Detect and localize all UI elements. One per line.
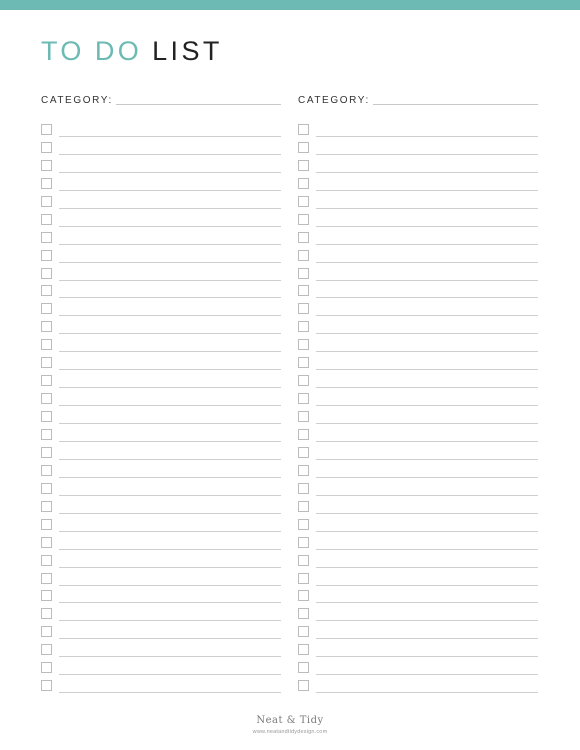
todo-checkbox[interactable]: [41, 465, 52, 476]
todo-item: [298, 375, 538, 389]
todo-checkbox[interactable]: [41, 680, 52, 691]
todo-item: [298, 196, 538, 210]
todo-item: [41, 303, 281, 317]
todo-checkbox[interactable]: [41, 626, 52, 637]
todo-item: [298, 465, 538, 479]
todo-write-line[interactable]: [316, 244, 538, 245]
category-field: [298, 92, 538, 106]
todo-checkbox[interactable]: [41, 393, 52, 404]
todo-checkbox[interactable]: [41, 662, 52, 673]
todo-item: [41, 447, 281, 461]
todo-item: [41, 537, 281, 551]
todo-write-line[interactable]: [59, 172, 281, 173]
todo-write-line[interactable]: [316, 333, 538, 334]
todo-write-line[interactable]: [316, 441, 538, 442]
todo-item: [298, 483, 538, 497]
todo-checkbox[interactable]: [298, 339, 309, 350]
todo-write-line[interactable]: [59, 405, 281, 406]
todo-item: [41, 357, 281, 371]
todo-write-line[interactable]: [316, 531, 538, 532]
todo-checkbox[interactable]: [298, 160, 309, 171]
todo-item: [298, 501, 538, 515]
todo-item: [298, 214, 538, 228]
todo-checkbox[interactable]: [41, 429, 52, 440]
todo-checkbox[interactable]: [41, 232, 52, 243]
todo-item: [41, 178, 281, 192]
todo-item: [41, 590, 281, 604]
todo-write-line[interactable]: [316, 262, 538, 263]
todo-item: [298, 285, 538, 299]
todo-item: [298, 232, 538, 246]
todo-checkbox[interactable]: [298, 393, 309, 404]
todo-checkbox[interactable]: [298, 232, 309, 243]
todo-checkbox[interactable]: [41, 196, 52, 207]
todo-checkbox[interactable]: [41, 303, 52, 314]
todo-item: [41, 519, 281, 533]
todo-item: [298, 590, 538, 604]
todo-write-line[interactable]: [316, 495, 538, 496]
todo-write-line[interactable]: [59, 549, 281, 550]
todo-checkbox[interactable]: [41, 375, 52, 386]
todo-item: [298, 411, 538, 425]
todo-write-line[interactable]: [316, 190, 538, 191]
category-field: [41, 92, 281, 106]
todo-write-line[interactable]: [59, 208, 281, 209]
todo-checkbox[interactable]: [298, 465, 309, 476]
brand-url: www.neatandtidydesign.com: [252, 729, 328, 735]
todo-item: [298, 662, 538, 676]
todo-write-line[interactable]: [59, 297, 281, 298]
todo-checkbox[interactable]: [298, 303, 309, 314]
todo-write-line[interactable]: [316, 638, 538, 639]
todo-write-line[interactable]: [59, 369, 281, 370]
todo-item: [41, 124, 281, 138]
todo-checkbox[interactable]: [41, 644, 52, 655]
todo-write-line[interactable]: [59, 638, 281, 639]
todo-checkbox[interactable]: [41, 250, 52, 261]
todo-checkbox[interactable]: [298, 124, 309, 135]
todo-write-line[interactable]: [316, 656, 538, 657]
todo-checkbox[interactable]: [298, 680, 309, 691]
todo-write-line[interactable]: [59, 226, 281, 227]
todo-item: [41, 160, 281, 174]
todo-write-line[interactable]: [59, 495, 281, 496]
todo-write-line[interactable]: [59, 674, 281, 675]
todo-write-line[interactable]: [59, 262, 281, 263]
todo-checkbox[interactable]: [298, 519, 309, 530]
todo-write-line[interactable]: [59, 190, 281, 191]
todo-item: [41, 321, 281, 335]
todo-checkbox[interactable]: [298, 178, 309, 189]
todo-checkbox[interactable]: [41, 124, 52, 135]
todo-write-line[interactable]: [59, 585, 281, 586]
todo-item: [298, 626, 538, 640]
todo-checkbox[interactable]: [298, 357, 309, 368]
title-word-list: LIST: [152, 36, 223, 66]
todo-item: [298, 250, 538, 264]
todo-item: [41, 232, 281, 246]
todo-checkbox[interactable]: [41, 178, 52, 189]
todo-write-line[interactable]: [59, 459, 281, 460]
todo-checkbox[interactable]: [298, 375, 309, 386]
todo-item: [298, 537, 538, 551]
todo-checkbox[interactable]: [298, 196, 309, 207]
todo-checkbox[interactable]: [41, 285, 52, 296]
todo-write-line[interactable]: [59, 656, 281, 657]
category-label: CATEGORY:: [41, 95, 113, 106]
todo-write-line[interactable]: [59, 244, 281, 245]
todo-write-line[interactable]: [316, 315, 538, 316]
todo-item: [41, 644, 281, 658]
todo-item: [41, 142, 281, 156]
todo-write-line[interactable]: [316, 567, 538, 568]
todo-write-line[interactable]: [316, 513, 538, 514]
todo-item: [41, 250, 281, 264]
todo-checkbox[interactable]: [298, 429, 309, 440]
todo-write-line[interactable]: [316, 477, 538, 478]
todo-checkbox[interactable]: [298, 214, 309, 225]
todo-write-line[interactable]: [59, 387, 281, 388]
todo-item: [298, 124, 538, 138]
todo-item: [41, 483, 281, 497]
todo-item: [41, 375, 281, 389]
todo-write-line[interactable]: [316, 351, 538, 352]
todo-checkbox[interactable]: [298, 268, 309, 279]
todo-item: [298, 178, 538, 192]
todo-checkbox[interactable]: [41, 160, 52, 171]
todo-checkbox[interactable]: [41, 483, 52, 494]
todo-checkbox[interactable]: [41, 608, 52, 619]
todo-write-line[interactable]: [59, 441, 281, 442]
todo-item: [41, 411, 281, 425]
todo-write-line[interactable]: [316, 692, 538, 693]
todo-item: [298, 393, 538, 407]
todo-checkbox[interactable]: [298, 142, 309, 153]
todo-write-line[interactable]: [59, 315, 281, 316]
todo-write-line[interactable]: [316, 387, 538, 388]
todo-item: [41, 555, 281, 569]
category-label: CATEGORY:: [298, 95, 370, 106]
todo-checkbox[interactable]: [41, 573, 52, 584]
todo-write-line[interactable]: [316, 423, 538, 424]
todo-checkbox[interactable]: [298, 501, 309, 512]
todo-checkbox[interactable]: [41, 411, 52, 422]
todo-write-line[interactable]: [59, 351, 281, 352]
todo-item: [298, 160, 538, 174]
todo-checkbox[interactable]: [298, 537, 309, 548]
todo-item: [41, 680, 281, 694]
todo-write-line[interactable]: [316, 405, 538, 406]
todo-checkbox[interactable]: [298, 447, 309, 458]
todo-item: [298, 142, 538, 156]
todo-item: [298, 357, 538, 371]
todo-item: [298, 680, 538, 694]
todo-write-line[interactable]: [316, 620, 538, 621]
todo-item: [298, 555, 538, 569]
todo-write-line[interactable]: [316, 226, 538, 227]
todo-item: [41, 429, 281, 443]
todo-checkbox[interactable]: [41, 339, 52, 350]
todo-item: [41, 339, 281, 353]
todo-item: [41, 285, 281, 299]
todo-item: [298, 303, 538, 317]
todo-write-line[interactable]: [59, 280, 281, 281]
todo-write-line[interactable]: [59, 154, 281, 155]
todo-write-line[interactable]: [316, 154, 538, 155]
title-word-to: TO: [41, 36, 85, 66]
todo-item: [41, 465, 281, 479]
todo-item: [298, 321, 538, 335]
todo-write-line[interactable]: [59, 423, 281, 424]
todo-item: [298, 608, 538, 622]
todo-checkbox[interactable]: [41, 519, 52, 530]
todo-write-line[interactable]: [59, 692, 281, 693]
todo-write-line[interactable]: [59, 513, 281, 514]
todo-write-line[interactable]: [316, 280, 538, 281]
todo-write-line[interactable]: [316, 549, 538, 550]
todo-write-line[interactable]: [316, 585, 538, 586]
category-write-line[interactable]: [116, 104, 281, 105]
todo-checkbox[interactable]: [298, 321, 309, 332]
todo-item: [41, 501, 281, 515]
todo-checkbox[interactable]: [298, 411, 309, 422]
todo-checkbox[interactable]: [298, 285, 309, 296]
todo-write-line[interactable]: [59, 333, 281, 334]
todo-item: [298, 519, 538, 533]
todo-checkbox[interactable]: [298, 483, 309, 494]
todo-checkbox[interactable]: [298, 662, 309, 673]
todo-checkbox[interactable]: [298, 590, 309, 601]
todo-write-line[interactable]: [316, 136, 538, 137]
todo-write-line[interactable]: [316, 208, 538, 209]
todo-column-left: [41, 0, 281, 750]
todo-checkbox[interactable]: [298, 644, 309, 655]
todo-write-line[interactable]: [316, 602, 538, 603]
todo-item: [41, 662, 281, 676]
todo-checkbox[interactable]: [41, 214, 52, 225]
todo-item: [41, 196, 281, 210]
todo-checkbox[interactable]: [298, 573, 309, 584]
todo-checkbox[interactable]: [298, 626, 309, 637]
todo-item: [298, 268, 538, 282]
todo-write-line[interactable]: [59, 567, 281, 568]
todo-write-line[interactable]: [316, 369, 538, 370]
todo-item: [298, 573, 538, 587]
todo-checkbox[interactable]: [41, 321, 52, 332]
todo-item: [41, 608, 281, 622]
todo-checkbox[interactable]: [298, 555, 309, 566]
todo-item: [41, 573, 281, 587]
todo-checkbox[interactable]: [41, 357, 52, 368]
category-write-line[interactable]: [373, 104, 538, 105]
todo-checkbox[interactable]: [41, 537, 52, 548]
todo-write-line[interactable]: [59, 136, 281, 137]
todo-item: [298, 339, 538, 353]
todo-checkbox[interactable]: [298, 250, 309, 261]
title-word-do: DO: [94, 36, 143, 66]
todo-checkbox[interactable]: [41, 590, 52, 601]
todo-write-line[interactable]: [59, 602, 281, 603]
todo-checkbox[interactable]: [298, 608, 309, 619]
todo-write-line[interactable]: [316, 297, 538, 298]
todo-write-line[interactable]: [316, 172, 538, 173]
todo-write-line[interactable]: [59, 531, 281, 532]
todo-checkbox[interactable]: [41, 501, 52, 512]
todo-checkbox[interactable]: [41, 447, 52, 458]
todo-write-line[interactable]: [59, 620, 281, 621]
todo-item: [41, 214, 281, 228]
todo-checkbox[interactable]: [41, 142, 52, 153]
brand-logo: Neat & Tidy: [256, 715, 324, 726]
todo-column-right: [298, 0, 538, 750]
todo-item: [298, 644, 538, 658]
todo-checkbox[interactable]: [41, 268, 52, 279]
todo-write-line[interactable]: [316, 674, 538, 675]
todo-write-line[interactable]: [59, 477, 281, 478]
todo-item: [298, 429, 538, 443]
todo-item: [298, 447, 538, 461]
todo-item: [41, 268, 281, 282]
todo-checkbox[interactable]: [41, 555, 52, 566]
todo-item: [41, 626, 281, 640]
todo-write-line[interactable]: [316, 459, 538, 460]
todo-item: [41, 393, 281, 407]
